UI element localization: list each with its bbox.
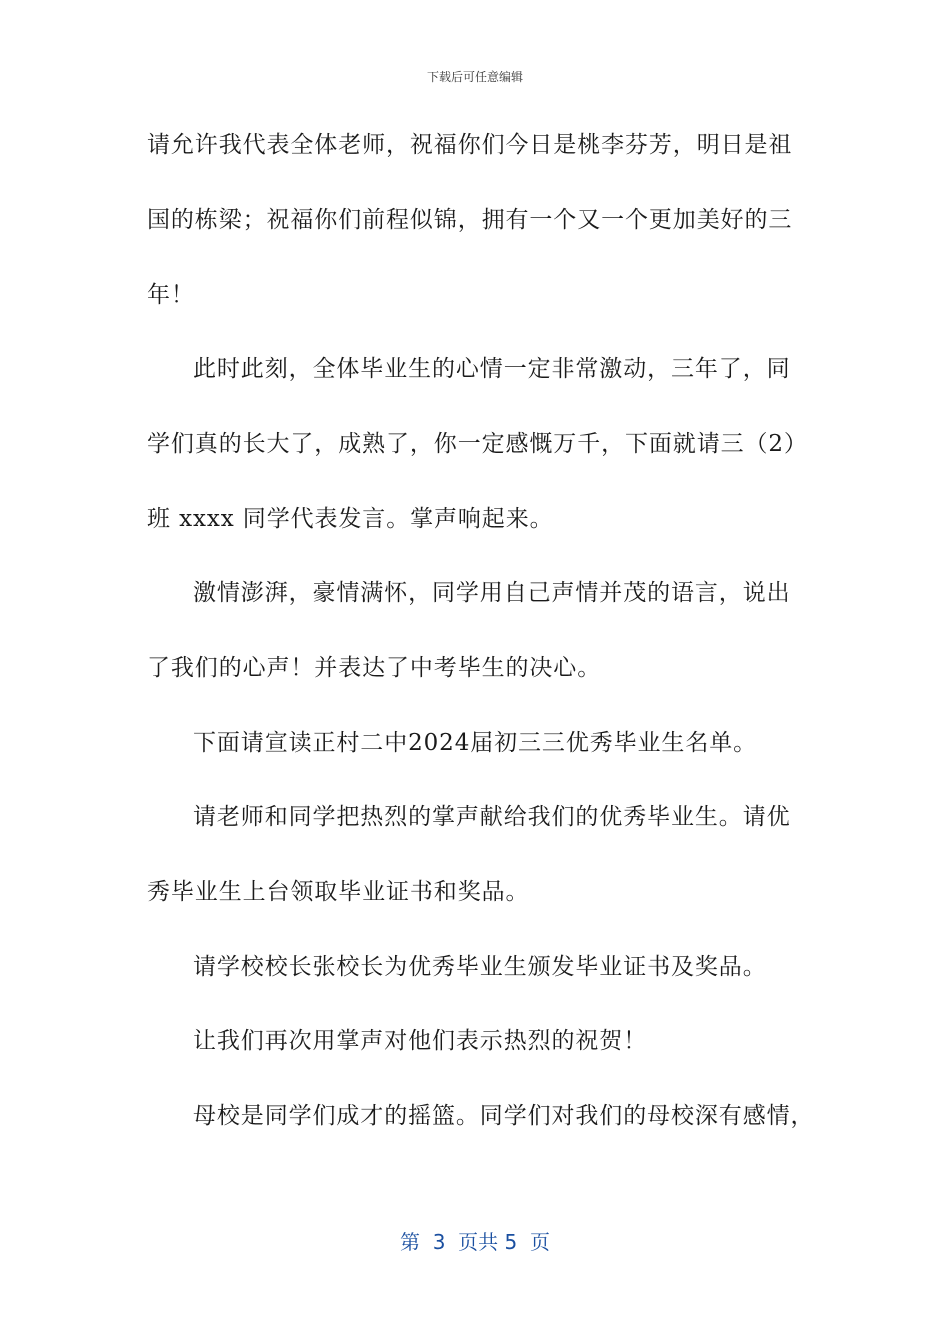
body-line-12: 请学校校长张校长为优秀毕业生颁发毕业证书及奖品。 — [193, 954, 767, 980]
body-line-8: 了我们的心声！并表达了中考毕生的决心。 — [147, 655, 602, 681]
body-line-6: 班 xxxx 同学代表发言。掌声响起来。 — [147, 506, 554, 532]
body-line-2: 国的栋梁；祝福你们前程似锦，拥有一个又一个更加美好的三 — [147, 207, 793, 233]
body-line-9: 下面请宣读正村二中2024届初三三优秀毕业生名单。 — [193, 730, 758, 756]
body-line-7: 激情澎湃，豪情满怀，同学用自己声情并茂的语言，说出 — [193, 580, 791, 606]
body-line-11: 秀毕业生上台领取毕业证书和奖品。 — [147, 879, 530, 905]
body-line-10: 请老师和同学把热烈的掌声献给我们的优秀毕业生。请优 — [193, 804, 791, 830]
page-number-footer: 第 3 页共 5 页 — [400, 1230, 550, 1254]
page-header: 下载后可任意编辑 — [426, 70, 523, 84]
body-line-1: 请允许我代表全体老师，祝福你们今日是桃李芬芳，明日是祖 — [147, 132, 793, 158]
body-line-13: 让我们再次用掌声对他们表示热烈的祝贺！ — [193, 1028, 648, 1054]
body-line-5: 学们真的长大了，成熟了，你一定感慨万千，下面就请三（2） — [147, 431, 808, 457]
body-line-4: 此时此刻，全体毕业生的心情一定非常激动，三年了，同 — [193, 356, 791, 382]
body-line-14: 母校是同学们成才的摇篮。同学们对我们的母校深有感情， — [193, 1103, 815, 1129]
body-line-3: 年！ — [147, 282, 195, 308]
